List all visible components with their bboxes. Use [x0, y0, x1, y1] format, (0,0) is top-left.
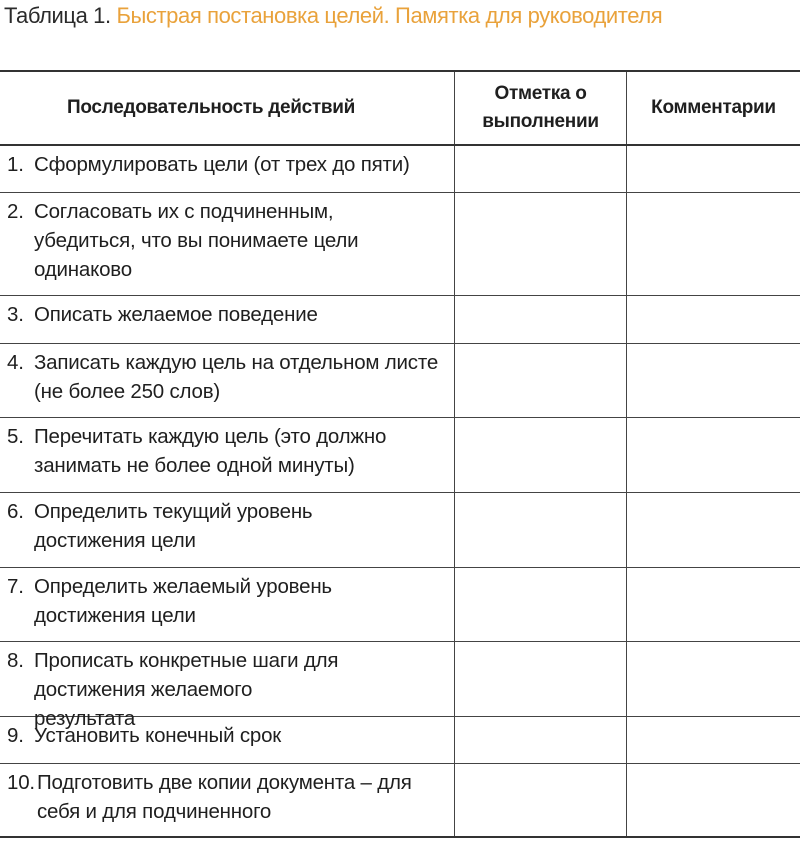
- step-text: Описать желаемое поведение: [34, 303, 318, 326]
- comment-cell[interactable]: [626, 642, 800, 716]
- table-row: [0, 717, 800, 764]
- step-cell: [0, 764, 454, 836]
- step-text: Определить желаемый уровень достижения цели: [34, 575, 332, 627]
- completion-mark-cell[interactable]: [454, 764, 626, 836]
- step-number: 6.: [7, 500, 24, 523]
- header-completion-mark-label: Отметка о выполнении: [482, 83, 599, 132]
- table-header-row: [0, 70, 800, 146]
- comment-cell[interactable]: [626, 418, 800, 492]
- table-row: [0, 764, 800, 838]
- header-comments: Комментарии: [626, 72, 800, 144]
- step-text: Подготовить две копии документа – для себя и для подчиненного: [37, 771, 412, 823]
- caption-prefix: Таблица 1.: [4, 3, 111, 28]
- step-number: 5.: [7, 425, 24, 448]
- step-number: 2.: [7, 200, 24, 223]
- header-actions-sequence: Последовательность действий: [67, 97, 356, 118]
- comment-cell[interactable]: [626, 568, 800, 641]
- completion-mark-cell[interactable]: [454, 193, 626, 295]
- table-row: [0, 193, 800, 296]
- step-text: Определить текущий уровень достижения цели: [34, 500, 313, 552]
- completion-mark-cell[interactable]: [454, 568, 626, 641]
- table-caption: [4, 3, 662, 29]
- step-cell: [0, 146, 454, 192]
- table-row: [0, 642, 800, 730]
- table-row: [0, 296, 800, 344]
- step-cell: [0, 717, 454, 763]
- step-text: Перечитать каждую цель (это должно занимать не более одной минуты): [34, 425, 387, 477]
- step-number: 4.: [7, 351, 24, 374]
- step-cell: [0, 642, 454, 730]
- step-text: Прописать конкретные шаги для достижения желаемого результата: [34, 649, 339, 730]
- step-cell: [0, 296, 454, 343]
- checklist-table: [0, 70, 800, 838]
- step-number: 8.: [7, 649, 24, 672]
- header-completion-mark: [454, 72, 626, 144]
- step-cell: [0, 193, 454, 295]
- completion-mark-cell[interactable]: [454, 418, 626, 492]
- completion-mark-cell[interactable]: [454, 717, 626, 763]
- table-row: [0, 493, 800, 568]
- step-text: Согласовать их с подчиненным, убедиться, что вы понимаете цели одинаково: [34, 200, 359, 281]
- completion-mark-cell[interactable]: [454, 642, 626, 716]
- step-text: Установить конечный срок: [34, 724, 282, 747]
- comment-cell[interactable]: [626, 764, 800, 836]
- step-cell: [0, 418, 454, 492]
- comment-cell[interactable]: [626, 193, 800, 295]
- table-row: [0, 418, 800, 493]
- table-row: [0, 344, 800, 418]
- table-row: [0, 568, 800, 642]
- table-row: [0, 146, 800, 193]
- step-text: Сформулировать цели (от трех до пяти): [34, 153, 410, 176]
- step-number: 1.: [7, 153, 24, 176]
- completion-mark-cell[interactable]: [454, 296, 626, 343]
- step-number: 3.: [7, 303, 24, 326]
- caption-title: Быстрая постановка целей. Памятка для руководителя: [116, 3, 663, 28]
- comment-cell[interactable]: [626, 344, 800, 417]
- step-text: Записать каждую цель на отдельном листе (не более 250 слов): [34, 351, 439, 403]
- comment-cell[interactable]: [626, 493, 800, 567]
- completion-mark-cell[interactable]: [454, 493, 626, 567]
- step-cell: [0, 344, 454, 417]
- completion-mark-cell[interactable]: [454, 146, 626, 192]
- step-number: 9.: [7, 724, 24, 747]
- completion-mark-cell[interactable]: [454, 344, 626, 417]
- step-cell: [0, 493, 454, 567]
- step-number: 7.: [7, 575, 24, 598]
- step-cell: [0, 568, 454, 641]
- comment-cell[interactable]: [626, 296, 800, 343]
- step-number: 10.: [7, 771, 35, 794]
- comment-cell[interactable]: [626, 146, 800, 192]
- comment-cell[interactable]: [626, 717, 800, 763]
